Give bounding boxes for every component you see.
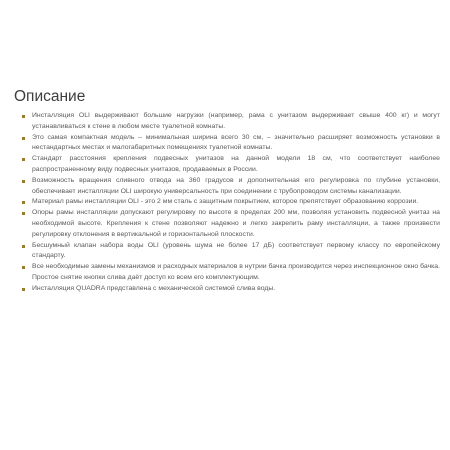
list-item <box>22 133 440 155</box>
bullet-icon <box>22 288 25 291</box>
bullet-icon <box>22 158 25 161</box>
list-item <box>22 111 440 133</box>
bullet-icon <box>22 180 25 183</box>
bullet-icon <box>22 212 25 215</box>
list-item-text: Материал рамы инсталляции OLI - это 2 мм сталь с защитным покрытием, которое препятствует образованию коррозии. <box>32 198 419 206</box>
list-item-text: Это самая компактная модель – минимальная ширина всего 30 см, – значительно расширяет возможность установки в нестандартных местах и малогабаритных помещениях туалетной комнаты. <box>32 133 440 152</box>
bullet-icon <box>22 245 25 248</box>
list-item <box>22 262 440 284</box>
list-item-text: Инсталляция OLI выдерживают большие нагрузки (например, рама с унитазом выдерживает свыше 400 кг) и могут устанавливаться к стене в любом месте туалетной комнаты. <box>32 112 440 130</box>
list-item <box>22 176 440 198</box>
list-item <box>22 208 440 240</box>
list-item-text: Возможность вращения сливного отвода на 360 градусов и дополнительная его регулировка по глубине установки, обеспечивает инсталляции OLI широкую универсальность при соединении с трубопроводом системы канализации. <box>32 176 440 195</box>
list-item <box>22 241 440 263</box>
bullet-icon <box>22 137 25 140</box>
list-item <box>22 284 440 295</box>
list-item-text: Все необходимые замены механизмов и расходных материалов в нутрии бачка производится через инспекционное окно бачка. Простое снятие кнопки слива даёт доступ ко всем его комплектующим. <box>32 263 440 281</box>
list-item-text: Опоры рамы инсталляции допускают регулировку по высоте в пределах 200 мм, позволяя установить подвесной унитаз на необходимой высоте. Крепления к стене позволяют надежно и легко закрепить раму инсталляции, а также произвести регулировку отклонения в вертикальной и горизонтальной плоскости. <box>32 209 440 238</box>
feature-list <box>22 111 440 295</box>
list-item-text: Стандарт расстояния крепления подвесных унитазов на данной модели 18 см, что соответствует наиболее распространенному виду подвесных унитазов, продаваемых в России. <box>32 155 440 173</box>
bullet-icon <box>22 201 25 204</box>
list-item-text: Бесшумный клапан набора воды OLI (уровень шума не более 17 дБ) соответствует первому классу по европейскому стандарту. <box>32 241 440 260</box>
list-item <box>22 154 440 176</box>
bullet-icon <box>22 115 25 118</box>
list-item-text: Инсталляция QUADRA представлена с механической системой слива воды. <box>32 284 276 292</box>
list-item <box>22 197 440 208</box>
section-title: Описание <box>14 88 86 105</box>
bullet-icon <box>22 266 25 269</box>
